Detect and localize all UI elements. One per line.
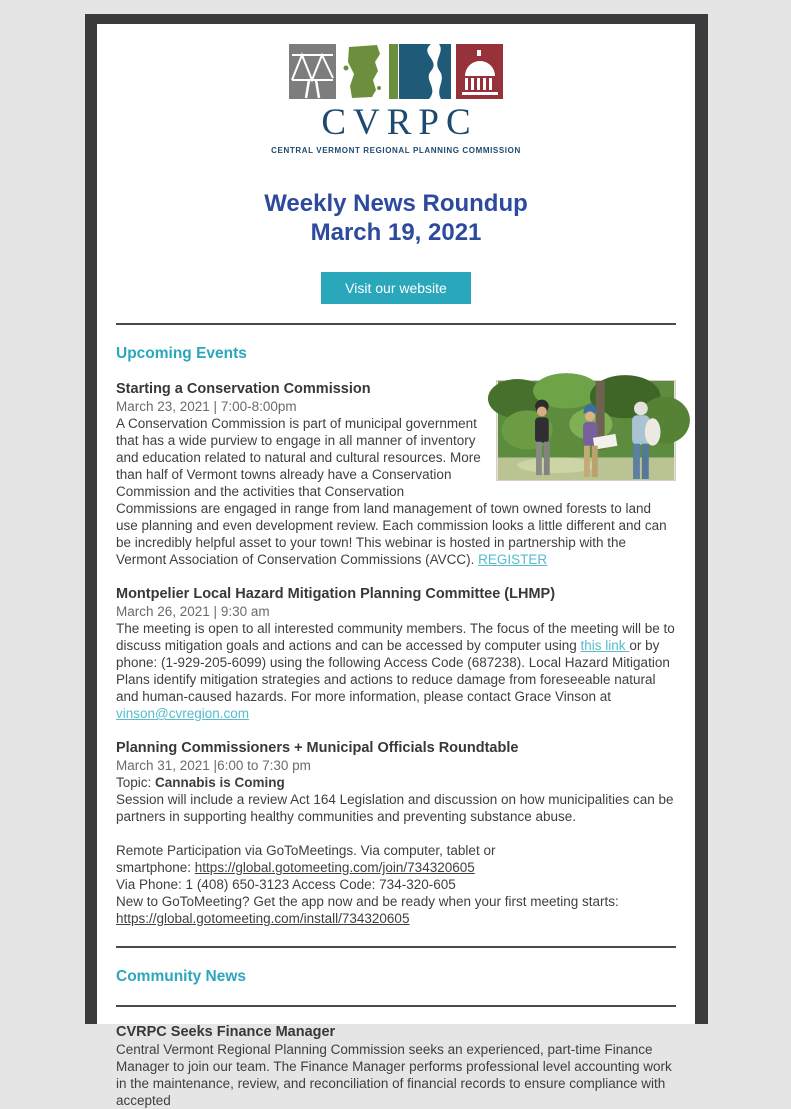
logo-acronym: CVRPC — [321, 102, 478, 143]
remote-line2-prefix: smartphone: — [116, 860, 195, 875]
article-finance-manager — [116, 1023, 676, 1109]
meeting-access-link[interactable]: this link — [580, 638, 630, 653]
vermont-map-icon — [344, 45, 382, 98]
article-body: Central Vermont Regional Planning Commission seeks an experienced, part-time Finance Manager to join our team. The Finance Manager performs professional level accounting work in the maintenance, review, and reconciliation of financial records to ensure compliance with accepted — [116, 1042, 672, 1108]
cvrpc-logo-tiles — [289, 44, 503, 99]
event-starting-conservation-commission — [116, 380, 676, 568]
event-body-text: The meeting is open to all interested community members. The focus of the meeting will be to discuss mitigation goals and actions and can be accessed by computer using — [116, 621, 675, 653]
capitol-dome-icon — [456, 44, 503, 99]
topic-label: Topic: — [116, 775, 156, 790]
event-date: March 26, 2021 | 9:30 am — [116, 604, 270, 619]
event-description — [116, 620, 676, 722]
conservation-webinar-photo — [496, 380, 676, 481]
topic-value: Cannabis is Coming — [155, 775, 285, 790]
event-title: Starting a Conservation Commission — [116, 381, 371, 397]
bridge-icon — [289, 44, 336, 99]
event-roundtable — [116, 739, 676, 927]
section-divider-top — [116, 323, 676, 325]
gotomeeting-join-link[interactable]: https://global.gotomeeting.com/join/734320605 — [194, 860, 475, 875]
contact-email-link[interactable]: vinson@cvregion.com — [116, 706, 250, 721]
newsletter-title-line1: Weekly News Roundup — [264, 190, 528, 217]
event-description: Session will include a review Act 164 Legislation and discussion on how municipalities can be partners in supporting healthy communities and preventing substance abuse. — [116, 792, 674, 824]
section-divider-community — [116, 946, 676, 948]
community-news-heading: Community News — [116, 968, 247, 985]
event-topic — [116, 774, 676, 791]
register-link[interactable]: REGISTER — [478, 552, 548, 567]
gotomeeting-install-link[interactable]: https://global.gotomeeting.com/install/734320605 — [116, 911, 410, 926]
event-body-text: or by phone: (1-929-205-6099) using the following Access Code (687238). Local Hazard Mitigation Plans identify mitigation strategies and actions to reduce damage from foreseeable natural and human-caused hazards. For more information, please contact Grace Vinson at — [116, 638, 670, 704]
remote-line3: Via Phone: 1 (408) 650-3123 Access Code: 734-320-605 — [116, 877, 456, 892]
event-title: Planning Commissioners + Municipal Officials Roundtable — [116, 740, 519, 756]
event-date: March 31, 2021 |6:00 to 7:30 pm — [116, 758, 311, 773]
remote-line1: Remote Participation via GoToMeetings. Via computer, tablet or — [116, 843, 496, 858]
visit-website-button[interactable]: Visit our website — [321, 272, 471, 304]
newsletter-date-line: March 19, 2021 — [310, 219, 482, 246]
upcoming-events-heading: Upcoming Events — [116, 345, 247, 362]
event-body-text: A Conservation Commission is part of municipal government that has a wide purview to engage in all manner of inventory and education related to natural and cultural resources. More than half of Vermont towns already have a Conservation Commission and the activities that Conservation Commissions are engaged in range from land management of town owned forests to land use planning and even development review. Each commission looks a little different and can be incredibly helpful asset to your town! This webinar is hosted in partnership with the Vermont Association of Conservation Commissions (AVCC). — [116, 416, 667, 567]
event-title: Montpelier Local Hazard Mitigation Planning Committee (LHMP) — [116, 586, 556, 602]
community-news-subdivider — [116, 1005, 676, 1007]
event-date: March 23, 2021 | 7:00-8:00pm — [116, 399, 297, 414]
article-title: CVRPC Seeks Finance Manager — [116, 1024, 336, 1040]
river-icon — [389, 44, 451, 99]
email-content-frame — [85, 14, 708, 1108]
event-lhmp-committee — [116, 585, 676, 722]
logo-tagline: CENTRAL VERMONT REGIONAL PLANNING COMMISSION — [271, 146, 521, 155]
newsletter-title — [116, 189, 676, 247]
remote-line4: New to GoToMeeting? Get the app now and be ready when your first meeting starts: — [116, 894, 619, 909]
remote-participation-info — [116, 842, 676, 927]
cvrpc-logo — [116, 44, 676, 155]
